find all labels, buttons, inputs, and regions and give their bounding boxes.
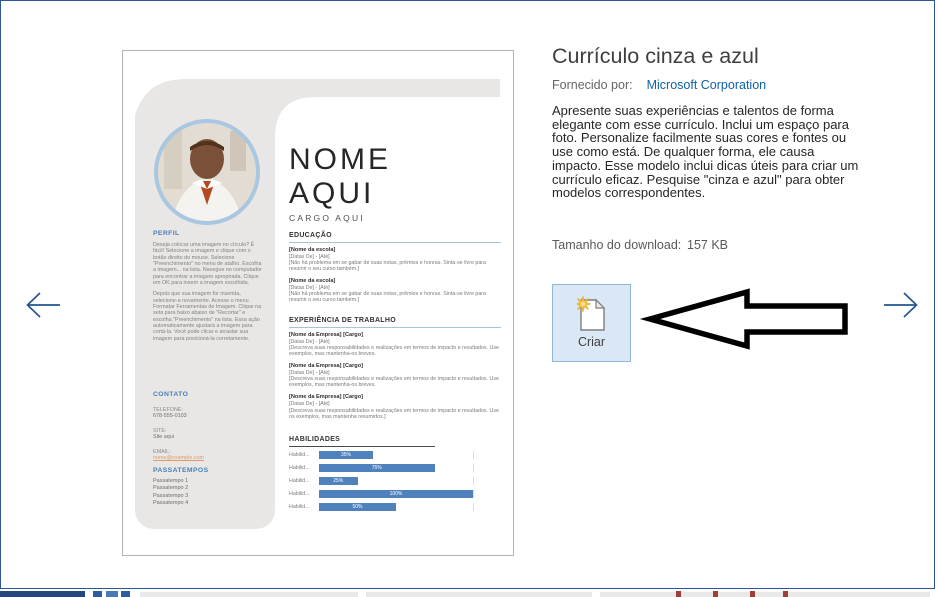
entry-dates: [Datas De] - [Até]	[289, 253, 330, 260]
name-line-1: NOME	[289, 143, 391, 176]
template-preview	[122, 50, 514, 556]
skill-label: Habilid...	[289, 464, 310, 471]
skill-bar: 25%	[319, 477, 358, 485]
entry-title: [Nome da Empresa] [Cargo]	[289, 331, 363, 338]
description-line: currículo eficaz. Pesquise "cinza e azul" para obter	[552, 171, 845, 187]
skill-row	[289, 490, 501, 498]
skill-bar: 50%	[319, 503, 396, 511]
create-button-label: Criar	[577, 335, 606, 349]
background-fragment	[121, 591, 130, 597]
contato-heading: CONTATO	[153, 391, 189, 398]
template-description	[552, 104, 927, 200]
skill-track	[319, 451, 474, 459]
next-arrow-icon[interactable]	[878, 286, 924, 324]
educacao-heading: EDUCAÇÃO	[289, 232, 501, 243]
name-line-2: AQUI	[289, 176, 375, 210]
phone-label: TELEFONE:	[153, 407, 183, 413]
experience-entry	[289, 363, 501, 389]
skill-bar: 35%	[319, 451, 373, 459]
entry-dates: [Datas De] - [Até]	[289, 284, 330, 291]
previous-arrow-icon[interactable]	[20, 286, 66, 324]
provider-link[interactable]: Microsoft Corporation	[646, 78, 767, 92]
skill-track	[319, 477, 474, 485]
phone-value: 678-555-0103	[153, 413, 187, 419]
hobby-item: Passatempo 3	[153, 492, 189, 499]
skill-track	[319, 503, 474, 511]
skill-track	[319, 490, 474, 498]
email-value: nome@example.com	[153, 455, 205, 461]
experience-entry	[289, 332, 501, 358]
perfil-paragraph-2: Depois que sua imagem for inserida, selecione-a novamente. Acesse o menu Formatar Ferramentas de Imagem. Clique na seta para baixo abaixo de "Recortar" e escolha "Preenchimento" na lista. Essa ação automaticamente ajustará a imagem para cortá-la. Você pode clicar e arrastar sua imagem para posicioná-la corretamente.	[153, 291, 262, 342]
background-fragment	[106, 591, 118, 597]
resume-section-contato	[153, 391, 265, 461]
provided-by	[552, 78, 766, 92]
background-fragment	[676, 591, 681, 597]
resume-section-educacao	[289, 232, 501, 309]
site-label: SITE:	[153, 428, 167, 434]
background-fragment	[93, 591, 102, 597]
resume-role: CARGO AQUI	[289, 213, 365, 223]
entry-title: [Nome da Empresa] [Cargo]	[289, 394, 363, 401]
description-line: foto. Personalize facilmente suas cores e fontes ou	[552, 130, 847, 146]
background-fragment	[713, 591, 718, 597]
perfil-paragraph-1: Deseja colocar uma imagem no círculo? É fácil! Selecione a imagem e clique com o botão direito do mouse. Selecione "Preenchimento" no menu de atalho. Escolha a imagem... na lista. Navegue no computador para encontrar a imagem apropriada. Clique em OK para inserir a imagem escolhida.	[153, 242, 262, 287]
entry-dates: [Datas De] - [Até]	[289, 338, 330, 345]
create-button[interactable]	[552, 284, 631, 362]
entry-desc: [Não há problema em se gabar de suas notas, prêmios e honras. Sinta-se livre para resumir o seu curso também.]	[289, 291, 486, 304]
background-fragment	[750, 591, 755, 597]
entry-title: [Nome da escola]	[289, 277, 336, 284]
entry-dates: [Datas De] - [Até]	[289, 401, 330, 408]
skill-row	[289, 477, 501, 485]
skill-label: Habilid...	[289, 477, 310, 484]
skill-label: Habilid...	[289, 451, 310, 458]
education-entry	[289, 278, 501, 304]
skill-row	[289, 503, 501, 511]
hobby-item: Passatempo 2	[153, 485, 189, 492]
entry-desc: [Descreva suas responsabilidades e realizações em termos de impacto e resultados. Use exemplos, mas mantenha-os breves.	[289, 376, 499, 389]
download-size-value: 157 KB	[687, 238, 729, 252]
background-fragment	[600, 592, 930, 597]
background-fragment	[366, 592, 592, 597]
education-entry	[289, 247, 501, 273]
background-fragment	[140, 592, 358, 597]
description-line: elegante com esse currículo. Inclui um espaço para	[552, 116, 849, 132]
site-value: Site aqui	[153, 434, 174, 440]
passatempos-heading: PASSATEMPOS	[153, 467, 209, 474]
description-line: Apresente suas experiências e talentos de forma	[552, 103, 834, 118]
entry-title: [Nome da Empresa] [Cargo]	[289, 362, 363, 369]
hobby-item: Passatempo 4	[153, 500, 189, 507]
profile-photo	[152, 117, 262, 227]
resume-section-experiencia	[289, 317, 501, 425]
description-line: use como está. De qualquer forma, ele causa	[552, 144, 815, 160]
skill-track	[319, 464, 474, 472]
skill-bar: 75%	[319, 464, 435, 472]
email-label: EMAIL:	[153, 449, 171, 455]
provided-by-label: Fornecido por:	[552, 78, 633, 92]
entry-desc: [Descreva suas responsabilidades e realizações em termos de impacto e resultados. Use exemplos, mas mantenha-os breves.	[289, 344, 499, 358]
experiencia-heading: EXPERIÊNCIA DE TRABALHO	[289, 317, 501, 328]
resume-name	[289, 143, 501, 210]
skill-bar: 100%	[319, 490, 473, 498]
description-line: modelos correspondentes.	[552, 185, 706, 201]
description-line: impacto. Esse modelo inclui dicas úteis para criar um	[552, 157, 859, 173]
skill-label: Habilid...	[289, 503, 310, 510]
background-fragment	[0, 591, 85, 597]
download-size-label: Tamanho do download:	[552, 238, 682, 252]
entry-desc: [Descreva suas responsabilidades e realizações em termos de impacto e resultados. Use os exemplos, mas mantenha resumidos.]	[289, 407, 499, 420]
entry-desc: [Não há problema em se gabar de suas notas, prêmios e honras. Sinta-se livre para resumir o seu curso também.]	[289, 259, 486, 273]
skill-row	[289, 464, 501, 472]
skill-label: Habilid...	[289, 490, 310, 497]
background-fragment	[783, 591, 788, 597]
experience-entry	[289, 394, 501, 420]
hobby-item: Passatempo 1	[153, 478, 189, 484]
new-document-icon	[577, 296, 607, 332]
resume-section-habilidades	[289, 436, 501, 516]
page-title: Currículo cinza e azul	[552, 44, 759, 68]
resume-section-passatempos	[153, 467, 265, 508]
skill-row	[289, 451, 501, 459]
habilidades-heading: HABILIDADES	[289, 436, 435, 447]
perfil-heading: PERFIL	[153, 230, 180, 237]
entry-title: [Nome da escola]	[289, 246, 336, 253]
resume-section-perfil	[153, 230, 265, 342]
entry-dates: [Datas De] - [Até]	[289, 369, 330, 376]
